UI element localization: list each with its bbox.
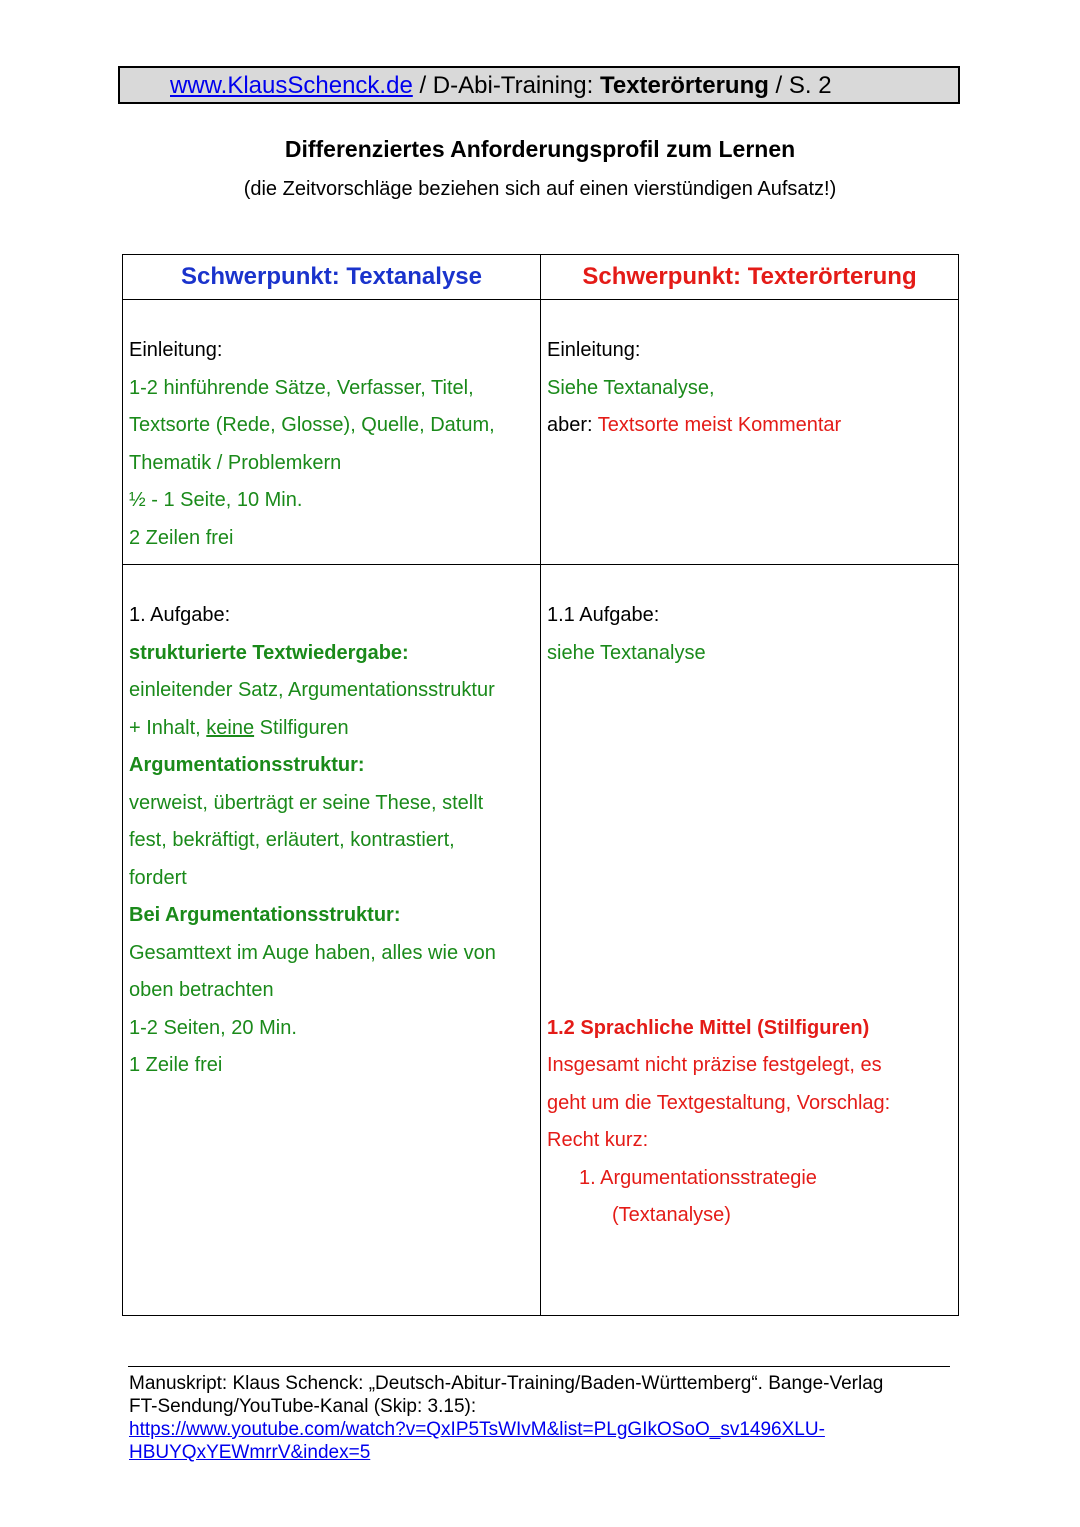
header-topic: Texterörterung (599, 72, 769, 99)
cell-aufgabe-texterorterung (541, 565, 959, 1316)
section-heading: Bei Argumentationsstruktur: (129, 904, 401, 926)
url-part: https://www.youtube.com/watch?v=QxIP5TsWIvM&list=PLgGIkOSoO_sv1496XLU- (129, 1419, 825, 1440)
list-item: fest, bekräftigt, erläutert, kontrastiert, (129, 829, 455, 851)
footer-broadcast: FT-Sendung/YouTube-Kanal (Skip: 3.15): (129, 1396, 477, 1417)
cell-label: Einleitung: (547, 339, 641, 361)
footer-divider (128, 1366, 950, 1367)
list-item: Thematik / Problemkern (129, 451, 342, 474)
cell-aufgabe-textanalyse (123, 565, 541, 1316)
column-header-textanalyse: Schwerpunkt: Textanalyse (123, 255, 541, 300)
url-part: HBUYQxYEWmrrV&index=5 (129, 1442, 371, 1463)
textsorte-note: Textsorte meist Kommentar (597, 414, 842, 436)
page-subtitle: (die Zeitvorschläge beziehen sich auf einen vierstündigen Aufsatz!) (243, 178, 837, 200)
list-item: geht um die Textgestaltung, Vorschlag: (547, 1091, 891, 1114)
list-item: ½ - 1 Seite, 10 Min. (129, 489, 303, 511)
page-footer (129, 1372, 959, 1464)
cell-einleitung-textanalyse (123, 300, 541, 565)
text-span: + Inhalt, (129, 716, 207, 739)
section-heading: Argumentationsstruktur: (129, 754, 365, 776)
list-item: 1-2 Seiten, 20 Min. (129, 1016, 297, 1039)
footer-source: Manuskript: Klaus Schenck: „Deutsch-Abitur-Training/Baden-Württemberg“. Bange-Verlag (129, 1373, 884, 1394)
text-span: Stilfiguren (254, 716, 349, 739)
column-header-texterorterung: Schwerpunkt: Texterörterung (541, 255, 959, 300)
youtube-link[interactable] (129, 1419, 825, 1463)
page-title: Differenziertes Anforderungsprofil zum Lernen (284, 136, 796, 162)
list-item-continuation: (Textanalyse) (612, 1204, 731, 1226)
cell-label: Einleitung: (129, 339, 223, 361)
comparison-table (122, 254, 959, 1316)
list-item (547, 407, 958, 445)
header-separator: / D-Abi-Training: (412, 72, 600, 99)
page-number: / S. 2 (768, 72, 832, 99)
list-item: verweist, überträgt er seine These, stellt (129, 791, 484, 814)
list-item: Siehe Textanalyse, (547, 376, 715, 399)
emphasis-keine: keine (206, 716, 255, 739)
list-item: einleitender Satz, Argumentationsstruktur (129, 679, 495, 701)
table-row-aufgabe (123, 565, 959, 1316)
list-item: fordert (129, 866, 187, 889)
cell-einleitung-texterorterung (541, 300, 959, 565)
cell-label: 1.1 Aufgabe: (547, 604, 660, 626)
list-item: 1 Zeile frei (129, 1054, 223, 1076)
cell-label: 1. Aufgabe: (129, 604, 231, 626)
list-item: siehe Textanalyse (547, 641, 706, 664)
table-header-row (123, 255, 959, 300)
list-item: 2 Zeilen frei (129, 526, 234, 549)
website-link[interactable]: www.KlausSchenck.de (170, 72, 413, 99)
section-heading: strukturierte Textwiedergabe: (129, 641, 409, 664)
table-row-einleitung (123, 300, 959, 565)
spacer (547, 672, 958, 1010)
section-heading: 1.2 Sprachliche Mittel (Stilfiguren) (547, 1016, 870, 1039)
list-item: Textsorte (Rede, Glosse), Quelle, Datum, (129, 414, 495, 436)
page-header (118, 66, 960, 104)
list-item: Recht kurz: (547, 1129, 649, 1151)
list-item: Gesamttext im Auge haben, alles wie von (129, 941, 496, 964)
list-item (129, 710, 540, 748)
list-item: 1-2 hinführende Sätze, Verfasser, Titel, (129, 376, 474, 399)
numbered-list-item: 1. Argumentationsstrategie (579, 1166, 817, 1189)
aber-label: aber: (547, 414, 598, 436)
list-item: Insgesamt nicht präzise festgelegt, es (547, 1054, 882, 1076)
list-item: oben betrachten (129, 979, 274, 1001)
